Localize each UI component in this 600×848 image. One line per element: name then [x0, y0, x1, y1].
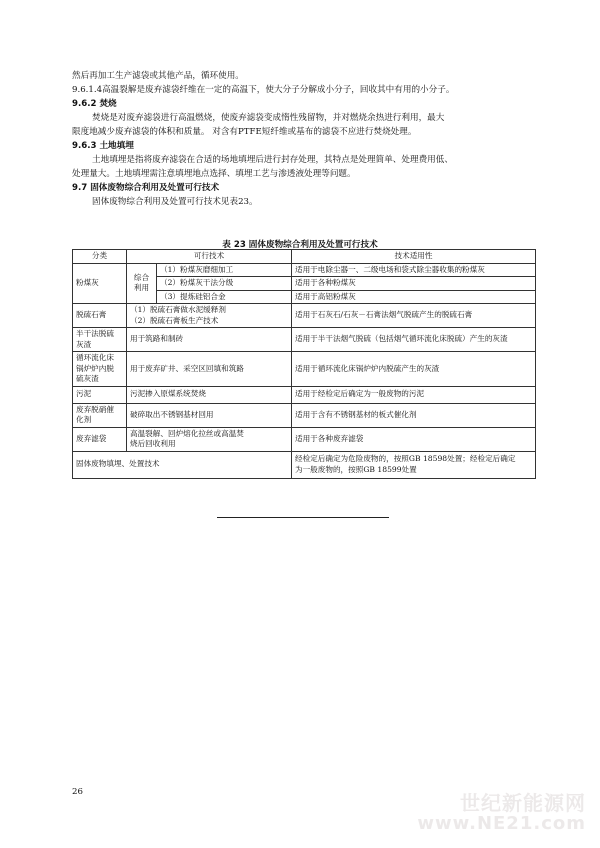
- category-cell: 废弃滤袋: [73, 427, 127, 451]
- table-header-row: [73, 250, 536, 264]
- page-number: 26: [72, 787, 83, 797]
- applicability-cell: 适用于半干法烟气脱硫（包括烟气循环流化床脱硫）产生的灰渣: [292, 328, 536, 352]
- watermark-logo: [417, 792, 586, 834]
- technology-line: （2）脱硫石膏板生产技术: [130, 315, 219, 325]
- table-caption: 表 23 固体废物综合利用及处置可行技术: [222, 240, 378, 250]
- paragraph-landfill-line2: 处理量大。土地填埋需注意填埋地点选择、填埋工艺与渗透液处理等问题。: [72, 169, 356, 179]
- technology-cell: [127, 304, 292, 328]
- subcategory-cell: [127, 263, 157, 304]
- applicability-cell: [292, 451, 536, 478]
- section-heading-9-7: 9.7 固体废物综合利用及处置可行技术: [72, 183, 220, 193]
- category-line: 循环流化床: [76, 353, 114, 362]
- technology-cell: （1）粉煤灰磨细加工: [157, 263, 292, 277]
- table-row: [73, 403, 536, 427]
- technology-line: （1）脱硫石膏做水泥缓释剂: [130, 305, 226, 314]
- table-row: [73, 352, 536, 387]
- category-cell: 污泥: [73, 386, 127, 403]
- table-row: [73, 304, 536, 328]
- watermark-url: www.NE21.com: [417, 813, 586, 834]
- category-line: 硫灰渣: [76, 374, 99, 383]
- category-line: 半干法脱硫: [76, 329, 114, 338]
- applicability-cell: 适用于石灰石/石灰－石膏法烟气脱硫产生的脱硫石膏: [292, 304, 536, 328]
- subcategory-label: 综合利用: [133, 272, 150, 293]
- paragraph-9-6-1-4: 9.6.1.4高温裂解是废弃滤袋纤维在一定的高温下，使大分子分解成小分子，回收其中有用的小分子。: [72, 85, 455, 95]
- technology-cell: 用于筑路和制砖: [127, 328, 292, 352]
- technology-cell: 用于废弃矿井、采空区回填和筑路: [127, 352, 292, 387]
- category-line: 废弃脱硝催: [76, 404, 114, 414]
- paragraph-incineration-line1: 焚烧是对废弃滤袋进行高温燃烧，使废弃滤袋变成惰性残留物，并对燃烧余热进行利用，最大: [92, 113, 445, 123]
- technology-line: 烧后回收利用: [130, 439, 176, 448]
- category-cell: 脱硫石膏: [73, 304, 127, 328]
- section-heading-9-6-3: 9.6.3 土地填埋: [72, 141, 134, 151]
- table-row: [73, 263, 536, 277]
- paragraph-table-reference: 固体废物综合利用及处置可行技术见表23。: [92, 197, 258, 207]
- applicability-cell: 适用于含有不锈钢基材的板式催化剂: [292, 403, 536, 427]
- technology-line: 高温裂解、回炉熔化拉丝或高温焚: [130, 428, 244, 438]
- applicability-line: 经检定后确定为危险废物的，按照GB 18598处置；经检定后确定: [295, 454, 516, 463]
- category-cell: [73, 403, 127, 427]
- table-row: [73, 328, 536, 352]
- applicability-cell: 适用于经检定后确定为一般废物的污泥: [292, 386, 536, 403]
- applicability-cell: 适用于循环流化床锅炉炉内脱硫产生的灰渣: [292, 352, 536, 387]
- table-row: [73, 427, 536, 451]
- technology-cell: （2）粉煤灰干法分级: [157, 277, 292, 291]
- technology-cell: （3）提炼硅铝合金: [157, 290, 292, 304]
- category-cell: [73, 352, 127, 387]
- technology-cell: [127, 427, 292, 451]
- category-line: 灰渣: [76, 339, 92, 349]
- watermark-text: 世纪新能源网: [460, 791, 586, 815]
- applicability-cell: 适用于各种废弃滤袋: [292, 427, 536, 451]
- table-row: [73, 386, 536, 403]
- end-rule-divider: [217, 517, 389, 518]
- category-line: 化剂: [76, 415, 92, 424]
- paragraph-recycling-end: 然后再加工生产滤袋或其他产品，循环使用。: [72, 71, 244, 81]
- category-cell: [73, 328, 127, 352]
- applicability-line: 为一般废物的，按照GB 18599处置: [295, 464, 417, 474]
- paragraph-incineration-line2: 限度地减少废弃滤袋的体积和质量。 对含有PTFE短纤维或基布的滤袋不应进行焚烧处理。: [72, 127, 417, 137]
- header-feasible-technology: 可行技术: [127, 250, 292, 264]
- table-row: [73, 451, 536, 478]
- applicability-cell: 适用于电除尘器一、二级电场和袋式除尘器收集的粉煤灰: [292, 263, 536, 277]
- header-category: 分类: [73, 250, 127, 264]
- solid-waste-technology-table: [72, 249, 536, 479]
- category-line: 锅炉炉内脱: [76, 363, 114, 373]
- technology-cell: 污泥掺入原煤系统焚烧: [127, 386, 292, 403]
- applicability-cell: 适用于高铝粉煤灰: [292, 290, 536, 304]
- header-applicability: 技术适用性: [292, 250, 536, 264]
- technology-cell: 破碎取出不锈钢基材回用: [127, 403, 292, 427]
- category-cell: 固体废物填埋、处置技术: [73, 451, 292, 478]
- applicability-cell: 适用于各种粉煤灰: [292, 277, 536, 291]
- section-heading-9-6-2: 9.6.2 焚烧: [72, 99, 117, 109]
- paragraph-landfill-line1: 土地填埋是指将废弃滤袋在合适的场地填埋后进行封存处理，其特点是处理简单、处理费用低、: [92, 155, 453, 165]
- category-cell: 粉煤灰: [73, 263, 127, 304]
